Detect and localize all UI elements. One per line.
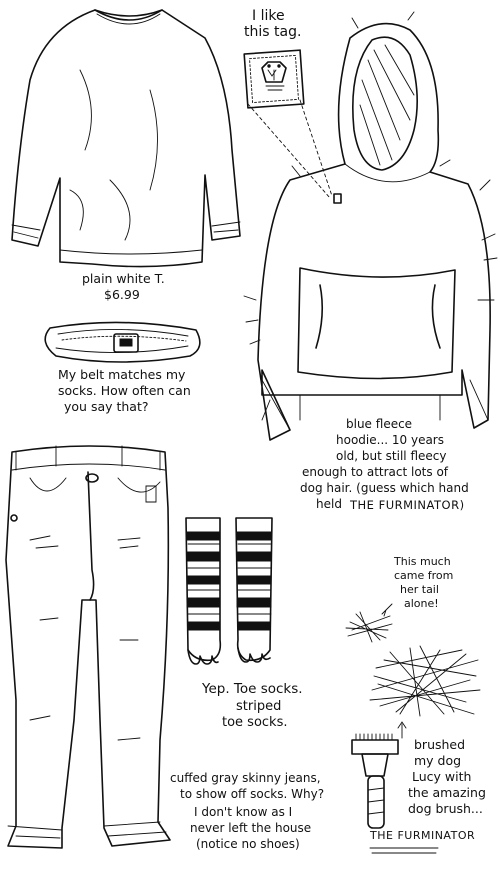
tag-caption-line-1: I like [252, 8, 285, 24]
hair-caption-line-4: alone! [404, 597, 439, 610]
hoodie-caption-line-3: old, but still fleecy [336, 449, 447, 463]
jeans-caption-line-4: never left the house [190, 821, 312, 835]
belt-caption-line-1: My belt matches my [58, 367, 186, 382]
jeans-caption-line-5: (notice no shoes) [196, 837, 300, 851]
hair-caption-line-2: came from [394, 569, 454, 582]
tag-caption-line-2: this tag. [244, 24, 302, 40]
shirt-price: $6.99 [104, 287, 140, 302]
hair-caption-line-3: her tail [400, 583, 439, 596]
dog-hair-clumps-drawing [346, 604, 480, 738]
belt-caption-line-2: socks. How often can [58, 383, 191, 398]
brush-caption-line-4: the amazing [408, 785, 486, 800]
brush-caption-line-2: my dog [414, 753, 462, 768]
white-tshirt-drawing [12, 10, 240, 267]
hoodie-caption-line-1: blue fleece [346, 417, 413, 431]
jeans-caption-line-2: to show off socks. Why? [180, 787, 325, 801]
sock-stripes [187, 532, 271, 630]
hoodie-caption-line-2: hoodie... 10 years [336, 433, 444, 447]
hoodie-caption-line-4: enough to attract lots of [302, 465, 449, 479]
tag-drawing [244, 50, 332, 198]
brush-caption-line-5: dog brush... [408, 801, 483, 816]
skinny-jeans-drawing [6, 446, 170, 848]
jeans-caption-line-3: I don't know as I [194, 805, 293, 819]
jeans-caption-line-1: cuffed gray skinny jeans, [170, 771, 321, 785]
shirt-caption: plain white T. [82, 271, 165, 286]
brush-name-label: THE FURMINATOR [370, 829, 476, 842]
brush-caption-line-3: Lucy with [412, 769, 472, 784]
belt-caption-line-3: you say that? [64, 399, 149, 414]
hoodie-caption-line-5: dog hair. (guess which hand [300, 481, 469, 495]
striped-toe-socks-drawing [186, 518, 272, 664]
hoodie-caption-furminator: THE FURMINATOR) [350, 498, 465, 512]
brush-caption-line-1: brushed [414, 737, 466, 752]
socks-caption-line-2: striped [236, 699, 282, 714]
hoodie-caption-line-6: held [316, 497, 342, 511]
fleece-hoodie-drawing [244, 12, 497, 440]
hair-caption-line-1: This much [394, 555, 451, 568]
socks-caption-line-3: toe socks. [222, 715, 288, 730]
socks-caption-line-1: Yep. Toe socks. [202, 681, 303, 697]
belt-drawing [45, 322, 200, 362]
